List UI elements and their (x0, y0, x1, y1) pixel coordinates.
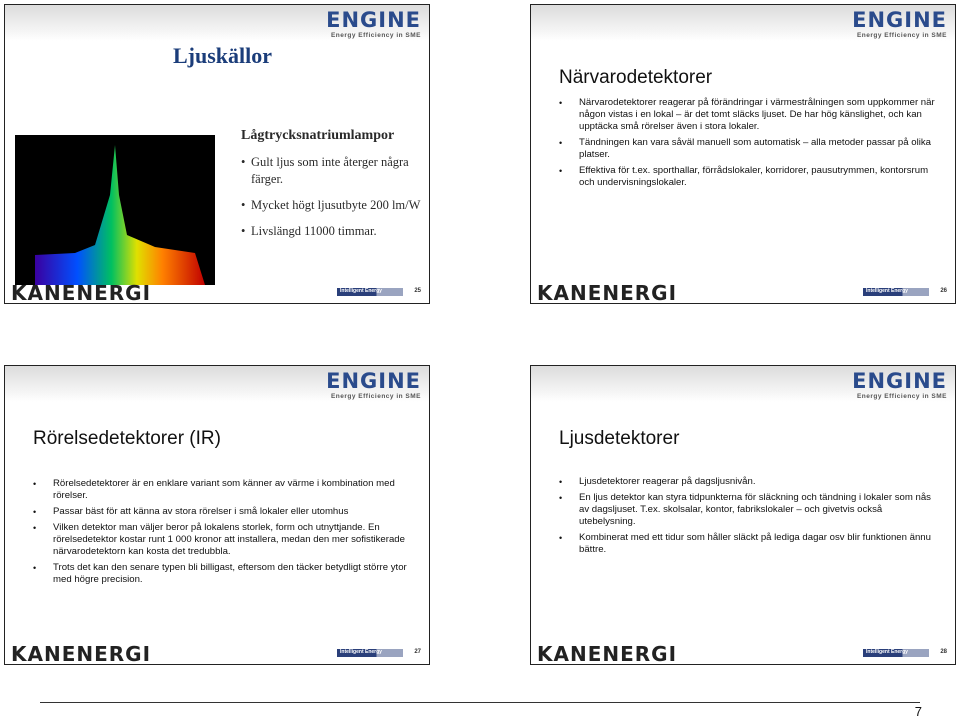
bullet-list (559, 97, 939, 193)
slide-27 (4, 365, 430, 665)
slide-title: Ljuskällor (173, 43, 273, 68)
slide-footer (531, 279, 955, 303)
slide-number: 26 (940, 288, 947, 294)
slide-26 (530, 4, 956, 304)
slide-footer (5, 279, 429, 303)
bullet-item: • Kombinerat med ett tidur som håller släckt på lediga dagar osv blir funktionen ännu bättre. (559, 532, 939, 556)
kanenergi-logo: KANENERGI (11, 642, 152, 665)
lamp-type-heading: Lågtrycksnatriumlampor (241, 128, 395, 143)
kanenergi-logo: KANENERGI (11, 281, 152, 304)
bullet-item: • Rörelsedetektorer är en enklare variant som känner av värme i kombination med rörelser. (33, 478, 413, 502)
slide-footer (531, 640, 955, 664)
page-number: 7 (914, 704, 922, 719)
engine-logo (847, 370, 947, 400)
slide-title: Rörelsedetektorer (IR) (33, 428, 221, 449)
badge-label: Intelligent Energy (340, 649, 382, 655)
spectrum-graphic (15, 135, 215, 285)
lamp-item-efficacy: • Mycket högt ljusutbyte 200 lm/W (241, 197, 429, 214)
bullet-item: • En ljus detektor kan styra tidpunkterna för släckning och tändning i lokaler som nås av dagsljuset. T.ex. skolsalar, kontor, fabrikslokaler – och givetvis också utebelysning. (559, 492, 939, 528)
engine-logo (321, 9, 421, 39)
engine-logo-word: ENGINE (326, 369, 421, 393)
kanenergi-logo: KANENERGI (537, 642, 678, 665)
engine-logo-word: ENGINE (326, 8, 421, 32)
page-divider (40, 702, 920, 703)
bullet-item: • Ljusdetektorer reagerar på dagsljusnivån. (559, 476, 939, 488)
bullet-item: • Närvarodetektorer reagerar på förändringar i värmestrålningen som uppkommer när någon vistas i en lokal – är det tomt släcks ljuset. De har hög känslighet, och kan upptäcka små rörelser även i stora lokaler. (559, 97, 939, 133)
badge-label: Intelligent Energy (866, 288, 908, 294)
bullet-item: • Effektiva för t.ex. sporthallar, förrådslokaler, korridorer, pausutrymmen, kontorsrum och undervisningslokaler. (559, 165, 939, 189)
lamp-item-lifetime: • Livslängd 11000 timmar. (241, 223, 429, 240)
slide-number: 25 (414, 288, 421, 294)
bullet-item: • Trots det kan den senare typen bli billigast, eftersom den täcker betydligt större ytor med högre precision. (33, 562, 413, 586)
badge-label: Intelligent Energy (866, 649, 908, 655)
bullet-item: • Tändningen kan vara såväl manuell som automatisk – alla metoder passar på olika platser. (559, 137, 939, 161)
bullet-item: • Vilken detektor man väljer beror på lokalens storlek, form och utnyttjande. En rörelsedetektor kostar runt 1 000 kronor att installera, medan den mer sofistikerade närvarodetektorn kan kosta det tredubbla. (33, 522, 413, 558)
bullet-item: • Passar bäst för att känna av stora rörelser i små lokaler eller utomhus (33, 506, 413, 518)
badge-label: Intelligent Energy (340, 288, 382, 294)
intelligent-energy-badge (337, 649, 403, 657)
engine-logo-sub: Energy Efficiency in SME (330, 32, 421, 39)
engine-logo-word: ENGINE (852, 369, 947, 393)
engine-logo (847, 9, 947, 39)
spectrum-image (15, 135, 215, 285)
engine-logo-sub: Energy Efficiency in SME (856, 32, 947, 39)
slide-number: 27 (414, 649, 421, 655)
lamp-item-color: • Gult ljus som inte återger några färger. (241, 154, 429, 188)
engine-logo (321, 370, 421, 400)
slide-25 (4, 4, 430, 304)
slide-number: 28 (940, 649, 947, 655)
kanenergi-logo: KANENERGI (537, 281, 678, 304)
bullet-list (559, 476, 939, 560)
intelligent-energy-badge (337, 288, 403, 296)
slide-28 (530, 365, 956, 665)
engine-logo-word: ENGINE (852, 8, 947, 32)
lamp-description (241, 127, 429, 249)
slide-title: Närvarodetektorer (559, 67, 713, 88)
engine-logo-sub: Energy Efficiency in SME (856, 393, 947, 400)
intelligent-energy-badge (863, 288, 929, 296)
slide-footer (5, 640, 429, 664)
engine-logo-sub: Energy Efficiency in SME (330, 393, 421, 400)
slide-title: Ljusdetektorer (559, 428, 680, 449)
intelligent-energy-badge (863, 649, 929, 657)
bullet-list (33, 478, 413, 590)
